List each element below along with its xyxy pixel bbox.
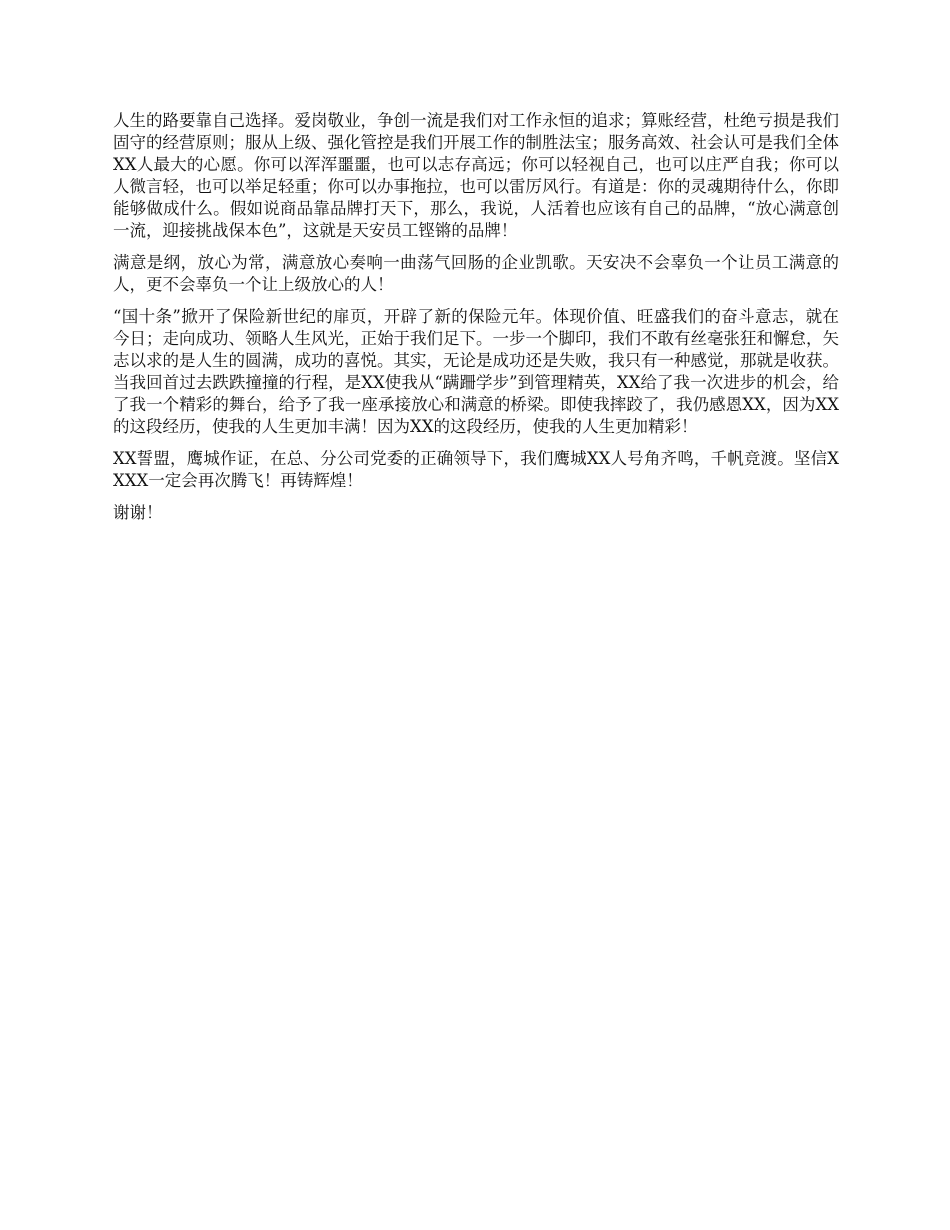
paragraph-1: 人生的路要靠自己选择。爱岗敬业，争创一流是我们对工作永恒的追求；算账经营，杜绝亏损是我们固守的经营原则；服从上级、强化管控是我们开展工作的制胜法宝；服务高效、社会认可是我们全体XX人最大的心愿。你可以浑浑噩噩，也可以志存高远；你可以轻视自己，也可以庄严自我；你可以人微言轻，也可以举足轻重；你可以办事拖拉，也可以雷厉风行。有道是：你的灵魂期待什么，你即能够做成什么。假如说商品靠品牌打天下，那么，我说，人活着也应该有自己的品牌，“放心满意创一流，迎接挑战保本色”，这就是天安员工铿锵的品牌！: [113, 111, 839, 240]
paragraph-4: XX誓盟，鹰城作证，在总、分公司党委的正确领导下，我们鹰城XX人号角齐鸣，千帆竞渡。坚信XXXX一定会再次腾飞！再铸辉煌！: [113, 449, 839, 490]
paragraph-3: “国十条”掀开了保险新世纪的扉页，开辟了新的保险元年。体现价值、旺盛我们的奋斗意志，就在今日；走向成功、领略人生风光，正始于我们足下。一步一个脚印，我们不敢有丝毫张狂和懈怠，矢志以求的是人生的圆满，成功的喜悦。其实，无论是成功还是失败，我只有一种感觉，那就是收获。当我回首过去跌跌撞撞的行程，是XX使我从“蹒跚学步”到管理精英，XX给了我一次进步的机会，给了我一个精彩的舞台，给予了我一座承接放心和满意的桥梁。即使我摔跤了，我仍感恩XX，因为XX的这段经历，使我的人生更加丰满！因为XX的这段经历，使我的人生更加精彩！: [113, 307, 839, 436]
paragraph-5: 谢谢！: [113, 503, 163, 522]
paragraph-2: 满意是纲，放心为常，满意放心奏响一曲荡气回肠的企业凯歌。天安决不会辜负一个让员工满意的人，更不会辜负一个让上级放心的人！: [113, 253, 839, 294]
document-body: [113, 110, 839, 534]
